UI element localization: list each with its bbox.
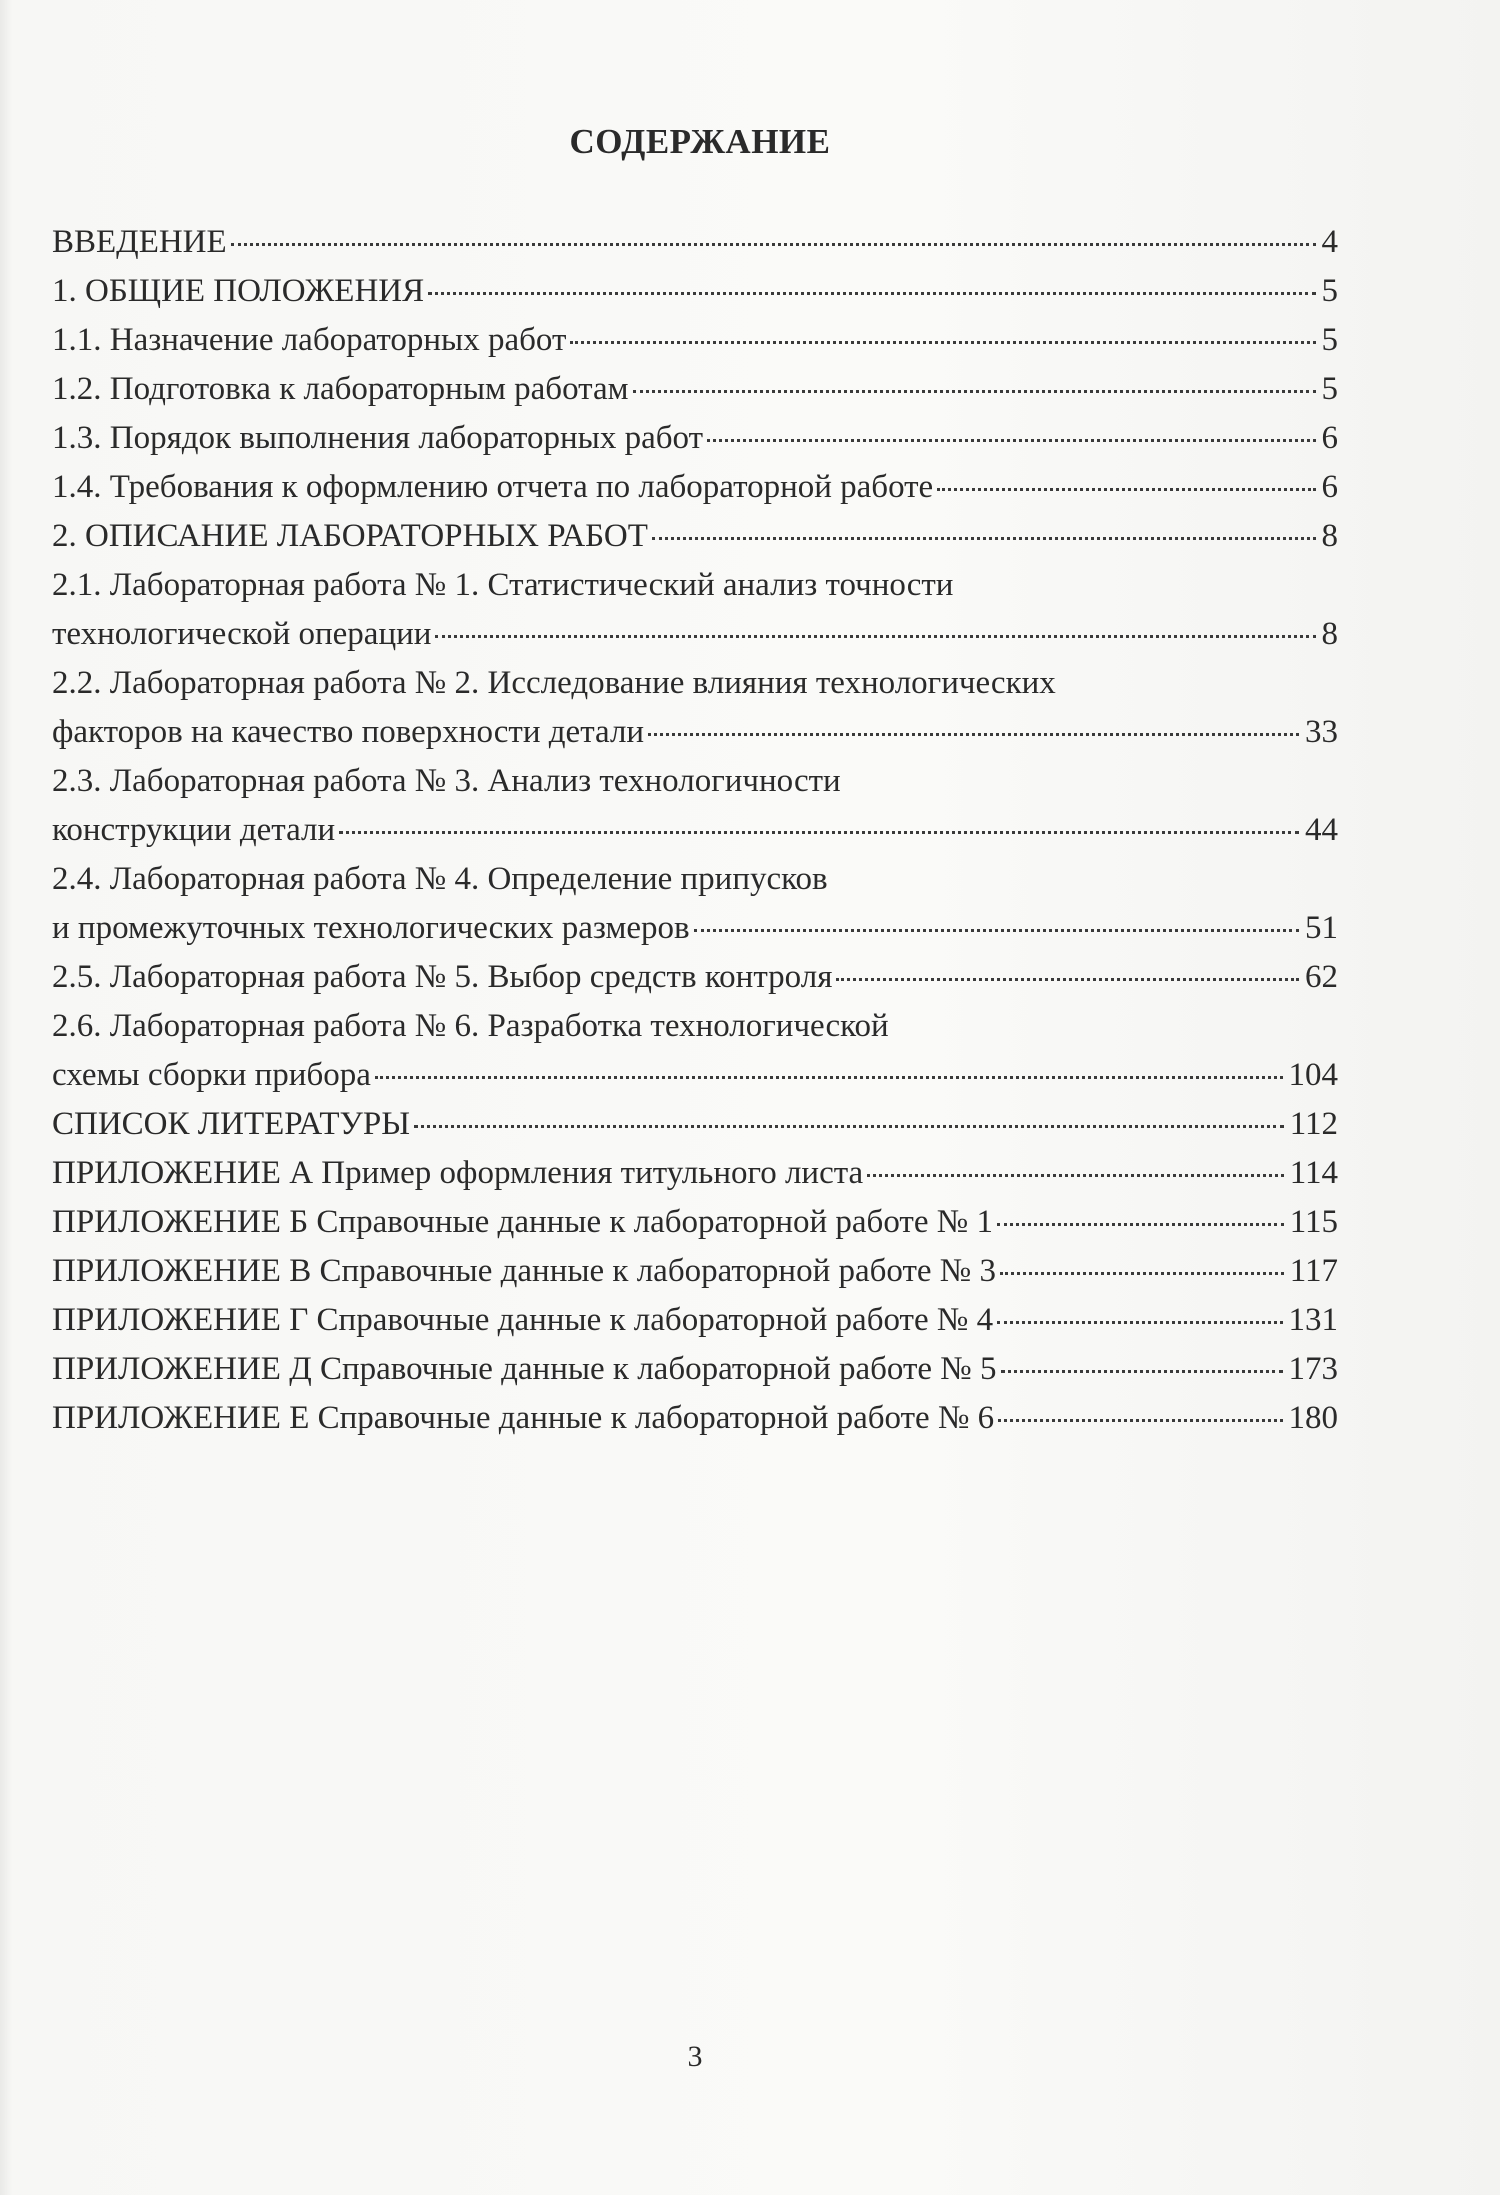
- toc-entry-row: [52, 1051, 1338, 1100]
- dot-leader: [836, 978, 1299, 981]
- toc-entry[interactable]: [52, 1002, 1338, 1100]
- toc-entry[interactable]: [52, 316, 1338, 365]
- toc-entry[interactable]: [52, 1247, 1338, 1296]
- toc-entry[interactable]: [52, 855, 1338, 953]
- toc-entry-page: 112: [1289, 1106, 1338, 1142]
- table-of-contents: [52, 218, 1338, 1443]
- dot-leader: [997, 1223, 1284, 1226]
- toc-entry-page: 6: [1321, 420, 1338, 456]
- page-title: СОДЕРЖАНИЕ: [569, 122, 831, 161]
- toc-entry[interactable]: [52, 414, 1338, 463]
- toc-entry-row: [52, 610, 1338, 659]
- toc-entry-title: 1.3. Порядок выполнения лабораторных работ: [52, 420, 704, 456]
- toc-entry-title-line: 2.1. Лабораторная работа № 1. Статистический анализ точности: [52, 567, 954, 603]
- toc-entry[interactable]: [52, 512, 1338, 561]
- dot-leader: [652, 537, 1316, 540]
- toc-entry-page: 114: [1289, 1155, 1338, 1191]
- toc-entry-page: 117: [1289, 1253, 1338, 1289]
- toc-entry[interactable]: [52, 463, 1338, 512]
- toc-entry-title: ПРИЛОЖЕНИЕ Д Справочные данные к лабораторной работе № 5: [52, 1351, 997, 1387]
- toc-entry-row: [52, 218, 1338, 267]
- toc-entry[interactable]: [52, 757, 1338, 855]
- toc-entry-title: схемы сборки прибора: [52, 1057, 371, 1093]
- dot-leader: [867, 1174, 1284, 1177]
- dot-leader: [694, 929, 1299, 932]
- toc-entry[interactable]: [52, 1394, 1338, 1443]
- toc-entry-page: 104: [1288, 1057, 1338, 1093]
- toc-entry-page: 8: [1321, 518, 1338, 554]
- toc-entry-page: 62: [1305, 959, 1338, 995]
- toc-entry-title: факторов на качество поверхности детали: [52, 714, 645, 750]
- toc-entry-page: 5: [1321, 322, 1338, 358]
- dot-leader: [633, 390, 1316, 393]
- dot-leader: [707, 439, 1315, 442]
- toc-entry-title: 1. ОБЩИЕ ПОЛОЖЕНИЯ: [52, 273, 425, 309]
- toc-entry-title: и промежуточных технологических размеров: [52, 910, 690, 946]
- toc-entry-row: [52, 1394, 1338, 1443]
- toc-entry-page: 51: [1305, 910, 1338, 946]
- toc-entry-page: 173: [1288, 1351, 1338, 1387]
- toc-entry-title: ПРИЛОЖЕНИЕ Г Справочные данные к лабораторной работе № 4: [52, 1302, 994, 1338]
- toc-entry-title: 1.2. Подготовка к лабораторным работам: [52, 371, 629, 407]
- toc-entry-row: [52, 463, 1338, 512]
- dot-leader: [428, 292, 1315, 295]
- toc-entry-row: [52, 1345, 1338, 1394]
- toc-entry-row: [52, 316, 1338, 365]
- toc-entry-row: [52, 1296, 1338, 1345]
- toc-entry-page: 4: [1321, 224, 1338, 260]
- toc-entry-title: 1.1. Назначение лабораторных работ: [52, 322, 567, 358]
- toc-entry-title: ВВЕДЕНИЕ: [52, 224, 227, 260]
- toc-entry-page: 8: [1321, 616, 1338, 652]
- dot-leader: [435, 635, 1315, 638]
- toc-entry[interactable]: [52, 1296, 1338, 1345]
- dot-leader: [998, 1419, 1282, 1422]
- dot-leader: [375, 1076, 1283, 1079]
- toc-entry-title: ПРИЛОЖЕНИЕ В Справочные данные к лабораторной работе № 3: [52, 1253, 997, 1289]
- dot-leader: [339, 831, 1299, 834]
- toc-entry-title: 2.5. Лабораторная работа № 5. Выбор средств контроля: [52, 959, 833, 995]
- toc-entry[interactable]: [52, 218, 1338, 267]
- toc-entry-title-line: 2.6. Лабораторная работа № 6. Разработка технологической: [52, 1008, 889, 1044]
- toc-entry-page: 6: [1321, 469, 1338, 505]
- toc-entry-page: 5: [1321, 371, 1338, 407]
- toc-entry[interactable]: [52, 953, 1338, 1002]
- page-number: 3: [687, 2040, 703, 2073]
- toc-entry-page: 5: [1321, 273, 1338, 309]
- toc-entry-title: конструкции детали: [52, 812, 336, 848]
- toc-entry-page: 33: [1305, 714, 1338, 750]
- toc-entry-row: [52, 414, 1338, 463]
- toc-entry[interactable]: [52, 1198, 1338, 1247]
- toc-entry-title: технологической операции: [52, 616, 432, 652]
- toc-entry[interactable]: [52, 365, 1338, 414]
- dot-leader: [570, 341, 1315, 344]
- toc-entry-row: [52, 1247, 1338, 1296]
- toc-entry[interactable]: [52, 1100, 1338, 1149]
- toc-entry-title: СПИСОК ЛИТЕРАТУРЫ: [52, 1106, 411, 1142]
- toc-entry-page: 131: [1288, 1302, 1338, 1338]
- toc-entry-title: ПРИЛОЖЕНИЕ Е Справочные данные к лабораторной работе № 6: [52, 1400, 995, 1436]
- toc-entry-title: 2. ОПИСАНИЕ ЛАБОРАТОРНЫХ РАБОТ: [52, 518, 648, 554]
- toc-entry-page: 44: [1305, 812, 1338, 848]
- toc-entry-row: [52, 708, 1338, 757]
- toc-entry-row: [52, 953, 1338, 1002]
- dot-leader: [231, 243, 1316, 246]
- toc-entry-row: [52, 267, 1338, 316]
- toc-entry-title: ПРИЛОЖЕНИЕ А Пример оформления титульного листа: [52, 1155, 864, 1191]
- toc-entry-row: [52, 1198, 1338, 1247]
- toc-entry-row: [52, 365, 1338, 414]
- dot-leader: [937, 488, 1315, 491]
- toc-entry-row: [52, 904, 1338, 953]
- toc-entry-title: 1.4. Требования к оформлению отчета по лабораторной работе: [52, 469, 934, 505]
- toc-entry-row: [52, 512, 1338, 561]
- toc-entry-row: [52, 1149, 1338, 1198]
- toc-entry-title: ПРИЛОЖЕНИЕ Б Справочные данные к лабораторной работе № 1: [52, 1204, 993, 1240]
- toc-entry[interactable]: [52, 1345, 1338, 1394]
- dot-leader: [1000, 1272, 1284, 1275]
- toc-entry-title-line: 2.2. Лабораторная работа № 2. Исследование влияния технологических: [52, 665, 1056, 701]
- toc-entry-row: [52, 806, 1338, 855]
- toc-entry[interactable]: [52, 1149, 1338, 1198]
- dot-leader: [414, 1125, 1284, 1128]
- toc-entry-title-line: 2.3. Лабораторная работа № 3. Анализ технологичности: [52, 763, 841, 799]
- dot-leader: [1001, 1370, 1283, 1373]
- toc-entry-row: [52, 1100, 1338, 1149]
- toc-entry[interactable]: [52, 267, 1338, 316]
- toc-entry-title-line: 2.4. Лабораторная работа № 4. Определение припусков: [52, 861, 828, 897]
- toc-entry-page: 115: [1289, 1204, 1338, 1240]
- dot-leader: [997, 1321, 1282, 1324]
- toc-entry[interactable]: [52, 561, 1338, 659]
- dot-leader: [648, 733, 1299, 736]
- toc-entry[interactable]: [52, 659, 1338, 757]
- toc-entry-page: 180: [1288, 1400, 1338, 1436]
